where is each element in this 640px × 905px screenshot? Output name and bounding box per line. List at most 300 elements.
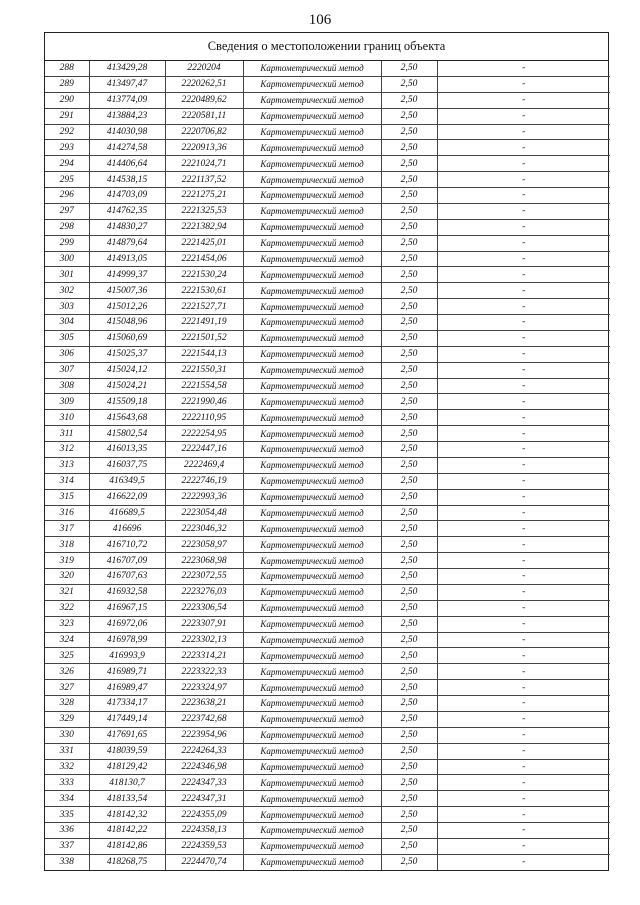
table-row [45, 489, 610, 505]
point-number-cell: 315 [45, 489, 89, 505]
method-cell: Картометрический метод [243, 854, 381, 869]
accuracy-cell: 2,50 [381, 410, 437, 426]
description-cell: - [437, 61, 610, 76]
accuracy-cell: 2,50 [381, 791, 437, 807]
point-number-cell: 309 [45, 394, 89, 410]
method-cell: Картометрический метод [243, 410, 381, 426]
x-coordinate-cell: 415024,12 [89, 362, 165, 378]
method-cell: Картометрический метод [243, 823, 381, 839]
method-cell: Картометрический метод [243, 569, 381, 585]
x-coordinate-cell: 415643,68 [89, 410, 165, 426]
method-cell: Картометрический метод [243, 616, 381, 632]
coordinates-table [45, 61, 610, 870]
y-coordinate-cell: 2220489,62 [165, 92, 243, 108]
method-cell: Картометрический метод [243, 489, 381, 505]
x-coordinate-cell: 416989,71 [89, 664, 165, 680]
y-coordinate-cell: 2222447,16 [165, 442, 243, 458]
point-number-cell: 322 [45, 600, 89, 616]
y-coordinate-cell: 2222110,95 [165, 410, 243, 426]
y-coordinate-cell: 2223742,68 [165, 711, 243, 727]
x-coordinate-cell: 414406,64 [89, 156, 165, 172]
x-coordinate-cell: 416932,58 [89, 584, 165, 600]
method-cell: Картометрический метод [243, 600, 381, 616]
accuracy-cell: 2,50 [381, 378, 437, 394]
method-cell: Картометрический метод [243, 521, 381, 537]
y-coordinate-cell: 2220262,51 [165, 76, 243, 92]
table-row [45, 108, 610, 124]
x-coordinate-cell: 417691,65 [89, 727, 165, 743]
x-coordinate-cell: 415509,18 [89, 394, 165, 410]
point-number-cell: 316 [45, 505, 89, 521]
accuracy-cell: 2,50 [381, 457, 437, 473]
point-number-cell: 335 [45, 807, 89, 823]
point-number-cell: 295 [45, 172, 89, 188]
method-cell: Картометрический метод [243, 315, 381, 331]
y-coordinate-cell: 2223302,13 [165, 632, 243, 648]
y-coordinate-cell: 2224264,33 [165, 743, 243, 759]
accuracy-cell: 2,50 [381, 584, 437, 600]
x-coordinate-cell: 418268,75 [89, 854, 165, 869]
method-cell: Картометрический метод [243, 584, 381, 600]
y-coordinate-cell: 2223322,33 [165, 664, 243, 680]
y-coordinate-cell: 2224470,74 [165, 854, 243, 869]
description-cell: - [437, 346, 610, 362]
point-number-cell: 304 [45, 315, 89, 331]
x-coordinate-cell: 414274,58 [89, 140, 165, 156]
point-number-cell: 329 [45, 711, 89, 727]
y-coordinate-cell: 2221382,94 [165, 219, 243, 235]
accuracy-cell: 2,50 [381, 76, 437, 92]
table-row [45, 283, 610, 299]
description-cell: - [437, 457, 610, 473]
point-number-cell: 290 [45, 92, 89, 108]
x-coordinate-cell: 418142,22 [89, 823, 165, 839]
x-coordinate-cell: 413884,23 [89, 108, 165, 124]
description-cell: - [437, 378, 610, 394]
y-coordinate-cell: 2221275,21 [165, 188, 243, 204]
accuracy-cell: 2,50 [381, 346, 437, 362]
y-coordinate-cell: 2223324,97 [165, 680, 243, 696]
description-cell: - [437, 711, 610, 727]
y-coordinate-cell: 2222469,4 [165, 457, 243, 473]
y-coordinate-cell: 2223638,21 [165, 696, 243, 712]
method-cell: Картометрический метод [243, 505, 381, 521]
accuracy-cell: 2,50 [381, 711, 437, 727]
x-coordinate-cell: 413497,47 [89, 76, 165, 92]
table-row [45, 235, 610, 251]
x-coordinate-cell: 418130,7 [89, 775, 165, 791]
description-cell: - [437, 505, 610, 521]
table-row [45, 140, 610, 156]
point-number-cell: 319 [45, 553, 89, 569]
description-cell: - [437, 267, 610, 283]
point-number-cell: 331 [45, 743, 89, 759]
y-coordinate-cell: 2223276,03 [165, 584, 243, 600]
x-coordinate-cell: 416972,06 [89, 616, 165, 632]
description-cell: - [437, 188, 610, 204]
x-coordinate-cell: 416696 [89, 521, 165, 537]
point-number-cell: 336 [45, 823, 89, 839]
x-coordinate-cell: 415024,21 [89, 378, 165, 394]
x-coordinate-cell: 418129,42 [89, 759, 165, 775]
point-number-cell: 307 [45, 362, 89, 378]
table-row [45, 362, 610, 378]
method-cell: Картометрический метод [243, 330, 381, 346]
method-cell: Картометрический метод [243, 251, 381, 267]
description-cell: - [437, 553, 610, 569]
point-number-cell: 313 [45, 457, 89, 473]
accuracy-cell: 2,50 [381, 759, 437, 775]
accuracy-cell: 2,50 [381, 219, 437, 235]
table-row [45, 473, 610, 489]
table-row [45, 457, 610, 473]
method-cell: Картометрический метод [243, 299, 381, 315]
x-coordinate-cell: 416978,99 [89, 632, 165, 648]
y-coordinate-cell: 2221501,52 [165, 330, 243, 346]
accuracy-cell: 2,50 [381, 124, 437, 140]
point-number-cell: 308 [45, 378, 89, 394]
table-row [45, 378, 610, 394]
accuracy-cell: 2,50 [381, 473, 437, 489]
table-row [45, 156, 610, 172]
description-cell: - [437, 743, 610, 759]
description-cell: - [437, 648, 610, 664]
accuracy-cell: 2,50 [381, 267, 437, 283]
y-coordinate-cell: 2220204 [165, 61, 243, 76]
description-cell: - [437, 156, 610, 172]
description-cell: - [437, 108, 610, 124]
description-cell: - [437, 680, 610, 696]
y-coordinate-cell: 2221325,53 [165, 203, 243, 219]
y-coordinate-cell: 2224347,33 [165, 775, 243, 791]
accuracy-cell: 2,50 [381, 600, 437, 616]
x-coordinate-cell: 414879,64 [89, 235, 165, 251]
x-coordinate-cell: 414703,09 [89, 188, 165, 204]
description-cell: - [437, 426, 610, 442]
x-coordinate-cell: 416710,72 [89, 537, 165, 553]
table-row [45, 442, 610, 458]
boundary-table-sheet [44, 32, 609, 871]
method-cell: Картометрический метод [243, 743, 381, 759]
x-coordinate-cell: 414538,15 [89, 172, 165, 188]
description-cell: - [437, 473, 610, 489]
method-cell: Картометрический метод [243, 203, 381, 219]
method-cell: Картометрический метод [243, 632, 381, 648]
x-coordinate-cell: 414030,98 [89, 124, 165, 140]
table-row [45, 92, 610, 108]
accuracy-cell: 2,50 [381, 823, 437, 839]
method-cell: Картометрический метод [243, 156, 381, 172]
table-row [45, 616, 610, 632]
point-number-cell: 310 [45, 410, 89, 426]
table-row [45, 584, 610, 600]
x-coordinate-cell: 413429,28 [89, 61, 165, 76]
x-coordinate-cell: 414830,27 [89, 219, 165, 235]
accuracy-cell: 2,50 [381, 696, 437, 712]
accuracy-cell: 2,50 [381, 743, 437, 759]
method-cell: Картометрический метод [243, 648, 381, 664]
method-cell: Картометрический метод [243, 124, 381, 140]
description-cell: - [437, 442, 610, 458]
description-cell: - [437, 140, 610, 156]
accuracy-cell: 2,50 [381, 505, 437, 521]
accuracy-cell: 2,50 [381, 616, 437, 632]
description-cell: - [437, 283, 610, 299]
method-cell: Картометрический метод [243, 696, 381, 712]
y-coordinate-cell: 2221491,19 [165, 315, 243, 331]
point-number-cell: 300 [45, 251, 89, 267]
table-row [45, 553, 610, 569]
x-coordinate-cell: 416989,47 [89, 680, 165, 696]
table-row [45, 251, 610, 267]
x-coordinate-cell: 416013,35 [89, 442, 165, 458]
y-coordinate-cell: 2224347,31 [165, 791, 243, 807]
point-number-cell: 318 [45, 537, 89, 553]
accuracy-cell: 2,50 [381, 854, 437, 869]
y-coordinate-cell: 2221530,61 [165, 283, 243, 299]
y-coordinate-cell: 2224355,09 [165, 807, 243, 823]
method-cell: Картометрический метод [243, 775, 381, 791]
x-coordinate-cell: 416993,9 [89, 648, 165, 664]
point-number-cell: 291 [45, 108, 89, 124]
y-coordinate-cell: 2221454,06 [165, 251, 243, 267]
table-row [45, 775, 610, 791]
table-row [45, 727, 610, 743]
table-row [45, 330, 610, 346]
point-number-cell: 332 [45, 759, 89, 775]
y-coordinate-cell: 2223068,98 [165, 553, 243, 569]
accuracy-cell: 2,50 [381, 188, 437, 204]
description-cell: - [437, 410, 610, 426]
coordinates-table-body [45, 61, 610, 870]
description-cell: - [437, 854, 610, 869]
x-coordinate-cell: 415012,26 [89, 299, 165, 315]
y-coordinate-cell: 2221530,24 [165, 267, 243, 283]
y-coordinate-cell: 2220913,36 [165, 140, 243, 156]
point-number-cell: 303 [45, 299, 89, 315]
accuracy-cell: 2,50 [381, 489, 437, 505]
point-number-cell: 292 [45, 124, 89, 140]
table-row [45, 267, 610, 283]
description-cell: - [437, 569, 610, 585]
description-cell: - [437, 219, 610, 235]
method-cell: Картометрический метод [243, 553, 381, 569]
x-coordinate-cell: 416967,15 [89, 600, 165, 616]
method-cell: Картометрический метод [243, 188, 381, 204]
method-cell: Картометрический метод [243, 61, 381, 76]
x-coordinate-cell: 415025,37 [89, 346, 165, 362]
point-number-cell: 317 [45, 521, 89, 537]
method-cell: Картометрический метод [243, 759, 381, 775]
description-cell: - [437, 76, 610, 92]
x-coordinate-cell: 414762,35 [89, 203, 165, 219]
x-coordinate-cell: 414999,37 [89, 267, 165, 283]
table-row [45, 219, 610, 235]
x-coordinate-cell: 417449,14 [89, 711, 165, 727]
y-coordinate-cell: 2221554,58 [165, 378, 243, 394]
method-cell: Картометрический метод [243, 457, 381, 473]
table-row [45, 791, 610, 807]
table-row [45, 600, 610, 616]
x-coordinate-cell: 415007,36 [89, 283, 165, 299]
accuracy-cell: 2,50 [381, 553, 437, 569]
point-number-cell: 334 [45, 791, 89, 807]
point-number-cell: 305 [45, 330, 89, 346]
method-cell: Картометрический метод [243, 92, 381, 108]
description-cell: - [437, 362, 610, 378]
description-cell: - [437, 696, 610, 712]
point-number-cell: 288 [45, 61, 89, 76]
y-coordinate-cell: 2223058,97 [165, 537, 243, 553]
table-row [45, 711, 610, 727]
y-coordinate-cell: 2220581,11 [165, 108, 243, 124]
accuracy-cell: 2,50 [381, 362, 437, 378]
accuracy-cell: 2,50 [381, 235, 437, 251]
point-number-cell: 312 [45, 442, 89, 458]
table-row [45, 410, 610, 426]
table-row [45, 696, 610, 712]
point-number-cell: 321 [45, 584, 89, 600]
accuracy-cell: 2,50 [381, 156, 437, 172]
point-number-cell: 324 [45, 632, 89, 648]
point-number-cell: 289 [45, 76, 89, 92]
table-row [45, 394, 610, 410]
x-coordinate-cell: 418133,54 [89, 791, 165, 807]
table-row [45, 664, 610, 680]
table-row [45, 823, 610, 839]
description-cell: - [437, 791, 610, 807]
table-row [45, 299, 610, 315]
accuracy-cell: 2,50 [381, 648, 437, 664]
x-coordinate-cell: 413774,09 [89, 92, 165, 108]
accuracy-cell: 2,50 [381, 394, 437, 410]
method-cell: Картометрический метод [243, 378, 381, 394]
description-cell: - [437, 299, 610, 315]
accuracy-cell: 2,50 [381, 61, 437, 76]
accuracy-cell: 2,50 [381, 315, 437, 331]
point-number-cell: 299 [45, 235, 89, 251]
accuracy-cell: 2,50 [381, 727, 437, 743]
accuracy-cell: 2,50 [381, 172, 437, 188]
y-coordinate-cell: 2221550,31 [165, 362, 243, 378]
point-number-cell: 301 [45, 267, 89, 283]
y-coordinate-cell: 2221024,71 [165, 156, 243, 172]
description-cell: - [437, 823, 610, 839]
accuracy-cell: 2,50 [381, 664, 437, 680]
point-number-cell: 298 [45, 219, 89, 235]
table-row [45, 759, 610, 775]
method-cell: Картометрический метод [243, 346, 381, 362]
method-cell: Картометрический метод [243, 473, 381, 489]
point-number-cell: 320 [45, 569, 89, 585]
y-coordinate-cell: 2224358,13 [165, 823, 243, 839]
y-coordinate-cell: 2223307,91 [165, 616, 243, 632]
point-number-cell: 293 [45, 140, 89, 156]
x-coordinate-cell: 416689,5 [89, 505, 165, 521]
accuracy-cell: 2,50 [381, 330, 437, 346]
method-cell: Картометрический метод [243, 442, 381, 458]
y-coordinate-cell: 2222993,36 [165, 489, 243, 505]
table-row [45, 505, 610, 521]
table-row [45, 124, 610, 140]
table-row [45, 76, 610, 92]
description-cell: - [437, 584, 610, 600]
method-cell: Картометрический метод [243, 426, 381, 442]
y-coordinate-cell: 2223306,54 [165, 600, 243, 616]
method-cell: Картометрический метод [243, 235, 381, 251]
description-cell: - [437, 616, 610, 632]
point-number-cell: 302 [45, 283, 89, 299]
description-cell: - [437, 807, 610, 823]
method-cell: Картометрический метод [243, 664, 381, 680]
x-coordinate-cell: 416622,09 [89, 489, 165, 505]
description-cell: - [437, 92, 610, 108]
description-cell: - [437, 838, 610, 854]
description-cell: - [437, 203, 610, 219]
accuracy-cell: 2,50 [381, 537, 437, 553]
description-cell: - [437, 727, 610, 743]
description-cell: - [437, 251, 610, 267]
x-coordinate-cell: 416037,75 [89, 457, 165, 473]
table-row [45, 838, 610, 854]
table-row [45, 569, 610, 585]
description-cell: - [437, 172, 610, 188]
description-cell: - [437, 521, 610, 537]
description-cell: - [437, 315, 610, 331]
x-coordinate-cell: 416349,5 [89, 473, 165, 489]
point-number-cell: 327 [45, 680, 89, 696]
y-coordinate-cell: 2222746,19 [165, 473, 243, 489]
accuracy-cell: 2,50 [381, 283, 437, 299]
description-cell: - [437, 664, 610, 680]
y-coordinate-cell: 2224359,53 [165, 838, 243, 854]
description-cell: - [437, 775, 610, 791]
accuracy-cell: 2,50 [381, 203, 437, 219]
description-cell: - [437, 759, 610, 775]
method-cell: Картометрический метод [243, 362, 381, 378]
x-coordinate-cell: 418142,86 [89, 838, 165, 854]
method-cell: Картометрический метод [243, 727, 381, 743]
method-cell: Картометрический метод [243, 711, 381, 727]
accuracy-cell: 2,50 [381, 680, 437, 696]
y-coordinate-cell: 2223954,96 [165, 727, 243, 743]
point-number-cell: 338 [45, 854, 89, 869]
x-coordinate-cell: 416707,63 [89, 569, 165, 585]
y-coordinate-cell: 2223054,48 [165, 505, 243, 521]
point-number-cell: 328 [45, 696, 89, 712]
table-row [45, 315, 610, 331]
y-coordinate-cell: 2221425,01 [165, 235, 243, 251]
method-cell: Картометрический метод [243, 807, 381, 823]
point-number-cell: 323 [45, 616, 89, 632]
table-row [45, 648, 610, 664]
table-row [45, 521, 610, 537]
y-coordinate-cell: 2221990,46 [165, 394, 243, 410]
method-cell: Картометрический метод [243, 680, 381, 696]
table-row [45, 680, 610, 696]
table-title: Сведения о местоположении границ объекта [45, 33, 608, 61]
method-cell: Картометрический метод [243, 76, 381, 92]
point-number-cell: 306 [45, 346, 89, 362]
accuracy-cell: 2,50 [381, 299, 437, 315]
description-cell: - [437, 235, 610, 251]
point-number-cell: 337 [45, 838, 89, 854]
table-row [45, 346, 610, 362]
method-cell: Картометрический метод [243, 838, 381, 854]
table-row [45, 426, 610, 442]
accuracy-cell: 2,50 [381, 632, 437, 648]
table-row [45, 854, 610, 869]
